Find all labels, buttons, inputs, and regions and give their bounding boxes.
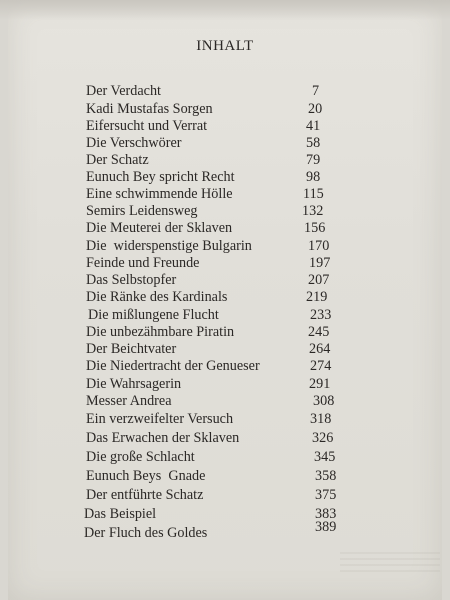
- show-through-text: [340, 552, 440, 574]
- toc-entry: [0, 117, 450, 135]
- toc-entry-title: Das Beispiel: [84, 506, 157, 522]
- toc-entry-title: Das Erwachen der Sklaven: [86, 430, 240, 446]
- toc-entry: [0, 392, 450, 410]
- toc-entry-page: 375: [315, 487, 337, 503]
- toc-entry: [0, 237, 450, 255]
- toc-entry-title: Ein verzweifelter Versuch: [86, 411, 234, 427]
- toc-entry-page: 58: [306, 135, 321, 151]
- toc-entry: [0, 288, 450, 306]
- toc-entry-title: Das Selbstopfer: [86, 272, 177, 288]
- toc-entry: [0, 168, 450, 186]
- toc-entry-page: 7: [312, 83, 320, 99]
- toc-entry: [0, 340, 450, 358]
- toc-entry-title: Eunuch Bey spricht Recht: [86, 169, 235, 185]
- toc-entry: [0, 202, 450, 220]
- toc-entry: [0, 100, 450, 118]
- toc-entry-title: Die Ränke des Kardinals: [86, 289, 228, 305]
- toc-entry-page: 291: [309, 376, 331, 392]
- toc-entry-title: Eine schwimmende Hölle: [86, 186, 233, 202]
- toc-entry-page: 98: [306, 169, 321, 185]
- toc-entry-page: 132: [302, 203, 324, 219]
- toc-entry: [0, 375, 450, 393]
- toc-entry-page: 389: [315, 519, 337, 535]
- toc-entry: [0, 486, 450, 504]
- toc-entry-page: 207: [308, 272, 330, 288]
- toc-entry: [0, 429, 450, 447]
- toc-entry-title: Die Wahrsagerin: [86, 376, 182, 392]
- toc-entry-title: Die widerspenstige Bulgarin: [86, 238, 252, 254]
- toc-entry-title: Der Schatz: [86, 152, 149, 168]
- toc-entry: [0, 505, 450, 523]
- toc-entry-page: 326: [312, 430, 334, 446]
- toc-entry-page: 383: [315, 506, 337, 522]
- toc-entry: [0, 271, 450, 289]
- toc-entry-page: 156: [304, 220, 326, 236]
- toc-entry-page: 20: [308, 101, 323, 117]
- toc-entry-page: 170: [308, 238, 330, 254]
- toc-entry: [0, 254, 450, 272]
- toc-entry-title: Der entführte Schatz: [86, 487, 204, 503]
- toc-entry-title: Semirs Leidensweg: [86, 203, 198, 219]
- toc-entry: [0, 185, 450, 203]
- toc-entry: [0, 519, 450, 542]
- toc-entry: [0, 151, 450, 169]
- toc-entry-title: Die große Schlacht: [86, 449, 195, 465]
- toc-entry-page: 197: [309, 255, 331, 271]
- toc-entry-page: 115: [303, 186, 324, 202]
- toc-entry: [0, 410, 450, 428]
- toc-entry: [0, 82, 450, 100]
- toc-entry-title: Kadi Mustafas Sorgen: [86, 101, 213, 117]
- toc-entry-page: 41: [306, 118, 321, 134]
- contents-heading: INHALT: [196, 38, 254, 54]
- toc-entry-page: 358: [315, 468, 337, 484]
- toc-entry-title: Die Meuterei der Sklaven: [86, 220, 233, 236]
- toc-entry: [0, 219, 450, 237]
- toc-entry-page: 274: [310, 358, 332, 374]
- toc-entry-page: 345: [314, 449, 336, 465]
- toc-entry-page: 233: [310, 307, 332, 323]
- toc-entry-title: Feinde und Freunde: [86, 255, 200, 271]
- toc-entry: [0, 467, 450, 485]
- toc-entry: [0, 306, 450, 324]
- toc-entry-page: 264: [309, 341, 331, 357]
- toc-entry-page: 79: [306, 152, 321, 168]
- toc-entry-title: Der Fluch des Goldes: [84, 525, 208, 541]
- toc-entry-title: Eifersucht und Verrat: [86, 118, 208, 134]
- toc-entry-title: Messer Andrea: [86, 393, 172, 409]
- toc-entry-title: Die unbezähmbare Piratin: [86, 324, 235, 340]
- toc-entry-title: Die Niedertracht der Genueser: [86, 358, 260, 374]
- toc-entry-title: Die mißlungene Flucht: [88, 307, 219, 323]
- toc-entry-page: 245: [308, 324, 330, 340]
- toc-entry: [0, 323, 450, 341]
- toc-entry: [0, 357, 450, 375]
- toc-entry-page: 308: [313, 393, 335, 409]
- toc-entry-page: 219: [306, 289, 328, 305]
- toc-entry-title: Die Verschwörer: [86, 135, 182, 151]
- toc-entry-title: Eunuch Beys Gnade: [86, 468, 206, 484]
- toc-entry: [0, 134, 450, 152]
- toc-entry-title: Der Beichtvater: [86, 341, 177, 357]
- toc-entry: [0, 448, 450, 466]
- toc-entry-title: Der Verdacht: [86, 83, 161, 99]
- toc-entry-page: 318: [310, 411, 332, 427]
